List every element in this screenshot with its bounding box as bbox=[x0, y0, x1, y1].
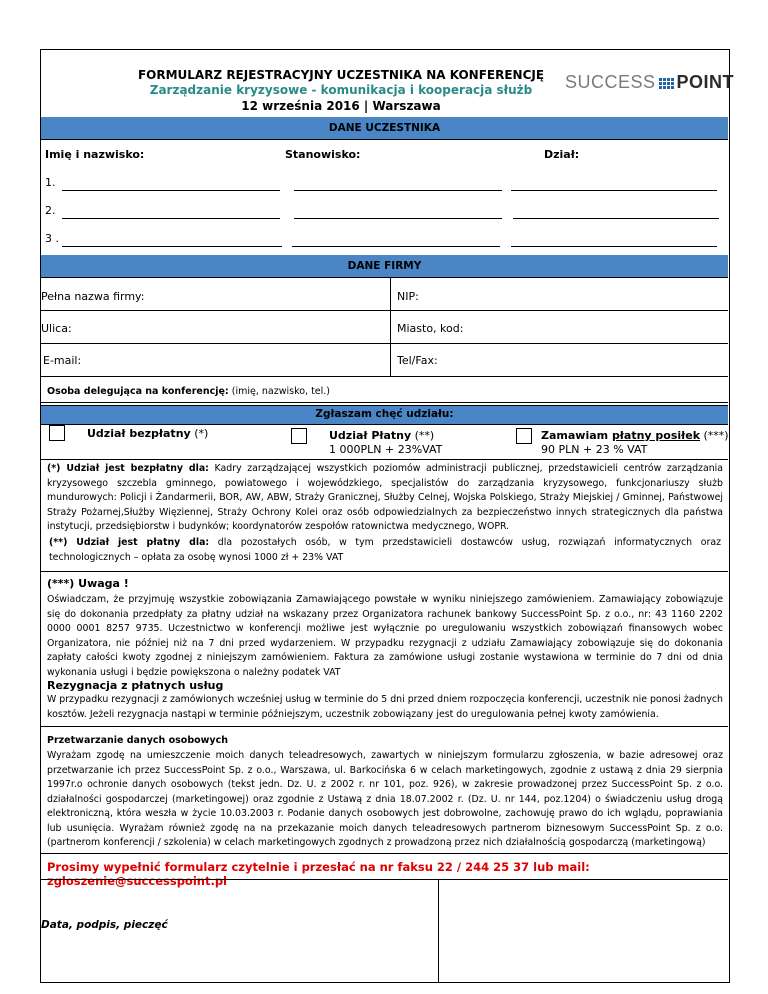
paid-participation-checkbox[interactable] bbox=[291, 428, 307, 444]
delegate-label: Osoba delegująca na konferencję: (imię, nazwisko, tel.) bbox=[47, 386, 331, 397]
registration-form bbox=[40, 49, 735, 983]
attention-text: Oświadczam, że przyjmuję wszystkie zobowiązania Zamawiającego powstałe w wyniku niniejszego zamówieniem. Zamawiający zobowiązuje się do dokonania przedpłaty za płatny udział na wskazany przez Organizatora rachunek bankowy SuccessPoint Sp. z o.o., nr: 43 1160 2202 0000 0001 8257 9735. Uczestnictwo w konferencji możliwe jest wyłącznie po uregulowaniu wszystkich zobowiązań finansowych wobec Organizatora, nie później niż na 7 dni przed wydarzeniem. W przypadku rezygnacji z udziału Zamawiający zobowiązuje się do dokonania zapłaty całości kwoty zgodnej z niniejszym zamówieniem. Faktura za zamówione usługi zostanie wystawiona w terminie do 7 dni od dnia wykonania usługi i będzie powiększona o należny podatek VAT bbox=[47, 594, 723, 678]
position-field-1[interactable] bbox=[294, 189, 502, 191]
name-field-3[interactable] bbox=[62, 245, 282, 247]
free-participation-checkbox[interactable] bbox=[49, 425, 65, 441]
city-label: Miasto, kod: bbox=[397, 322, 464, 335]
form-title: FORMULARZ REJESTRACYJNY UCZESTNIKA NA KONFERENCJĘ bbox=[137, 68, 545, 82]
name-column-label: Imię i nazwisko: bbox=[45, 148, 145, 161]
privacy-heading: Przetwarzanie danych osobowych bbox=[47, 735, 229, 746]
logo-dots-icon bbox=[659, 78, 674, 89]
divider bbox=[41, 343, 728, 344]
company-name-label: Pełna nazwa firmy: bbox=[41, 290, 145, 303]
free-participation-note: (*) Udział jest bezpłatny dla: Kadry zarządzającej wszystkich poziomów administracji publicznej, przedstawicieli centrów zarządzania kryzysowego szczebla gminnego, powiatowego i wojewódzkiego, specjalistów do zarządzania kryzysowego, funkcjonariuszy służb mundurowych: Policji i Żandarmerii, BOR, AW, ABW, Straży Granicznej, Służby Celnej, Wojska Polskiego, Straży Miejskiej / Gminnej, Państwowej Straży Pożarnej,Służby Więziennej, Straży Ochrony Kolei oraz osób odpowiedzialnych za bezpieczeństwo innych strategicznych dla państwa instytucji, przedsiębiorstw i budynków; koordynatorów zespołów ratownictwa medycznego, WOPR. bbox=[47, 463, 723, 532]
divider bbox=[41, 571, 728, 572]
privacy-text: Wyrażam zgodę na umieszczenie moich danych teleadresowych, zawartych w niniejszym formularzu zgłoszenia, w bazie adresowej oraz przetwarzanie ich przez SuccessPoint Sp. z o.o., Warszawa, ul. Barkocińska 6 w celach marketingowych, zgodnie z ustawą z dnia 29 sierpnia 1997r.o ochronie danych osobowych (tekst jedn. Dz. U. z 2002 r. nr 101, poz. 926), w zakresie prowadzonej przez SuccessPoint Sp. z o.o. działalności gospodarczej (marketingowej) oraz zgodnie z Ustawą z dnia 18.07.2002 r. (Dz. U. nr 144, poz.1204) o świadczeniu usług drogą elektroniczną, która weszła w życie 10.03.2003 r. Podanie danych osobowych jest dobrowolne, zachowuję prawo do ich wglądu, poprawiania lub usunięcia. Wyrażam również zgodę na na przekazanie moich danych teleadresowych partnerom biznesowym SuccessPoint Sp. z o.o.(partnerom konferencji / szkolenia) w celach marketingowych zgodnych z prowadzoną przez nich działalnością gospodarczą (marketingową) bbox=[47, 750, 723, 848]
position-field-3[interactable] bbox=[292, 245, 500, 247]
divider bbox=[41, 310, 728, 311]
signature-column-divider bbox=[438, 879, 439, 982]
divider bbox=[41, 853, 728, 854]
stamp-field[interactable] bbox=[440, 880, 727, 981]
resignation-heading: Rezygnacja z płatnych usług bbox=[47, 679, 224, 692]
department-field-2[interactable] bbox=[513, 217, 719, 219]
divider bbox=[41, 402, 728, 403]
name-field-1[interactable] bbox=[62, 189, 280, 191]
signature-label: Data, podpis, pieczęć bbox=[41, 919, 168, 931]
divider bbox=[41, 424, 728, 425]
street-label: Ulica: bbox=[41, 322, 72, 335]
signature-field[interactable] bbox=[41, 880, 437, 981]
paid-participation-price: 1 000PLN + 23%VAT bbox=[329, 443, 443, 456]
telfax-label: Tel/Fax: bbox=[397, 354, 438, 367]
department-column-label: Dział: bbox=[544, 148, 580, 161]
nip-label: NIP: bbox=[397, 290, 419, 303]
participant-row-2: 2. bbox=[45, 204, 56, 217]
attention-heading: (***) Uwaga ! bbox=[47, 577, 129, 590]
resignation-text: W przypadku rezygnacji z zamówionych wcześniej usług w terminie do 5 dni przed dniem rozpoczęcia konferencji, uczestnik nie ponosi żadnych kosztów. Jeżeli rezygnacja nastąpi w terminie późniejszym, uczestnik zobowiązany jest do uregulowania pełnej kwoty zamówienia. bbox=[47, 694, 723, 720]
name-field-2[interactable] bbox=[62, 217, 280, 219]
participation-title: Zgłaszam chęć udziału: bbox=[315, 408, 454, 420]
submission-instructions: Prosimy wypełnić formularz czytelnie i przesłać na nr faksu 22 / 244 25 37 lub mail: zgloszenie@successpoint.pl bbox=[47, 860, 590, 888]
free-participation-label: Udział bezpłatny (*) bbox=[87, 427, 209, 440]
conference-subtitle: Zarządzanie kryzysowe - komunikacja i kooperacja służb bbox=[149, 83, 533, 97]
divider bbox=[41, 726, 728, 727]
divider bbox=[41, 277, 728, 278]
email-label: E-mail: bbox=[43, 354, 82, 367]
meal-label: Zamawiam płatny posiłek (***) bbox=[541, 429, 729, 442]
meal-checkbox[interactable] bbox=[516, 428, 532, 444]
paid-participation-note: (**) Udział jest płatny dla: dla pozostałych osób, w tym przedstawicieli dostawców usług, rozwiązań informatycznych oraz technologicznych – opłata za osobę wynosi 1000 zł + 23% VAT bbox=[49, 537, 721, 563]
successpoint-logo: SUCCESS POINT bbox=[565, 72, 735, 92]
participant-section-header: DANE UCZESTNIKA bbox=[41, 117, 728, 139]
department-field-1[interactable] bbox=[511, 189, 717, 191]
column-divider bbox=[390, 277, 391, 376]
divider bbox=[41, 139, 728, 140]
department-field-3[interactable] bbox=[511, 245, 717, 247]
position-column-label: Stanowisko: bbox=[285, 148, 361, 161]
position-field-2[interactable] bbox=[294, 217, 502, 219]
company-section-header: DANE FIRMY bbox=[41, 255, 728, 277]
meal-price: 90 PLN + 23 % VAT bbox=[541, 443, 648, 456]
participant-row-1: 1. bbox=[45, 176, 56, 189]
divider bbox=[41, 376, 728, 377]
participant-row-3: 3 . bbox=[45, 232, 59, 245]
conference-date-place: 12 września 2016 | Warszawa bbox=[241, 99, 441, 113]
paid-participation-label: Udział Płatny (**) bbox=[329, 429, 435, 442]
divider bbox=[41, 459, 728, 460]
